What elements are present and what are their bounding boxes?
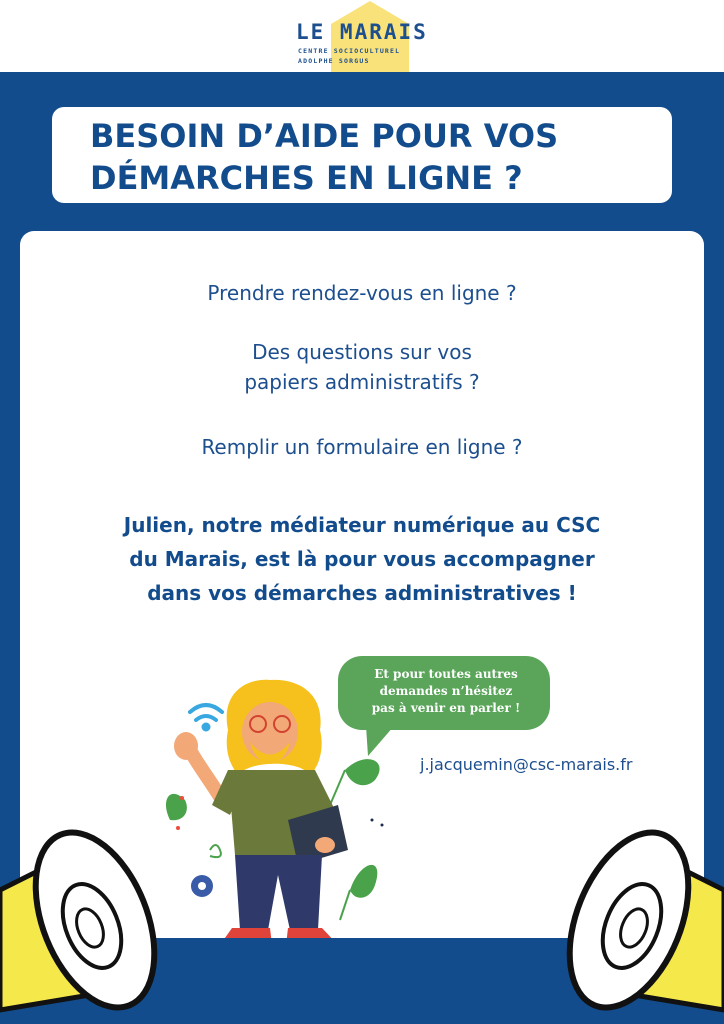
- question-appointment: Prendre rendez-vous en ligne ?: [207, 281, 517, 305]
- description-line2: du Marais, est là pour vous accompagner: [129, 547, 595, 571]
- question-papers: [0, 337, 724, 397]
- gear-icon: [191, 875, 213, 897]
- bubble-line2: demandes n’hésitez: [379, 684, 513, 698]
- bubble-line3: pas à venir en parler !: [371, 701, 521, 715]
- header: [0, 0, 724, 72]
- megaphone-icon: [0, 800, 180, 1024]
- title-line2: DÉMARCHES EN LIGNE ?: [90, 159, 523, 197]
- description-line1: Julien, notre médiateur numérique au CSC: [123, 513, 601, 537]
- question-papers-line1: Des questions sur vos: [252, 340, 472, 364]
- megaphone-icon: [520, 800, 724, 1024]
- title-line1: BESOIN D’AIDE POUR VOS: [90, 117, 559, 155]
- title-box: [52, 107, 672, 203]
- logo-title: LE MARAIS: [296, 20, 428, 44]
- description-line3: dans vos démarches administratives !: [147, 581, 577, 605]
- question-papers-line2: papiers administratifs ?: [244, 370, 480, 394]
- bubble-line1: Et pour toutes autres: [374, 667, 518, 681]
- page-title: [90, 115, 558, 199]
- contact-email[interactable]: j.jacquemin@csc-marais.fr: [420, 755, 633, 774]
- logo-subtitle-line2: ADOLPHE SORGUS: [298, 57, 370, 65]
- mediator-description: [40, 508, 684, 610]
- question-form: Remplir un formulaire en ligne ?: [201, 435, 523, 459]
- logo-subtitle-line1: CENTRE SOCIOCULTUREL: [298, 47, 401, 55]
- speech-bubble-text: [357, 666, 535, 717]
- wifi-icon: [190, 705, 222, 730]
